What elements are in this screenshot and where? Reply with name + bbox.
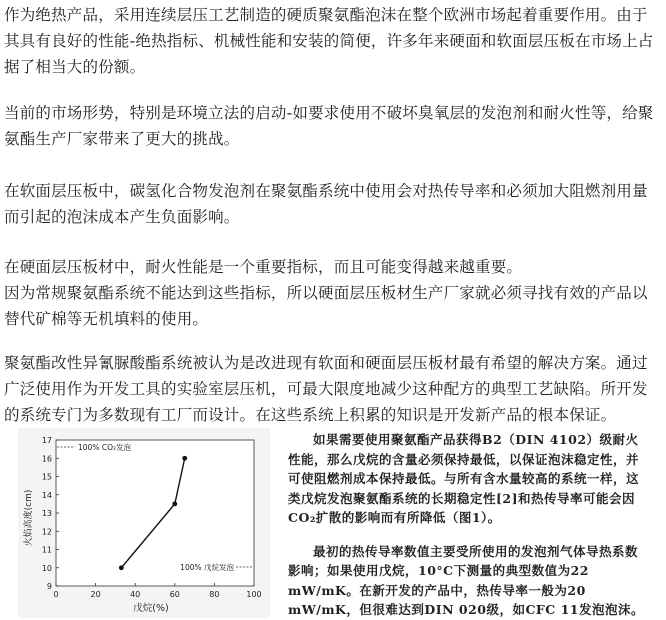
paragraph-soft-laminate: 在软面层压板中，碳氢化合物发泡剂在聚氨酯系统中使用会对热传导率和必须加大阻燃剂用量而引起的泡沫成本产生负面影响。 (4, 182, 648, 226)
y-tick-label: 16 (41, 454, 52, 464)
y-tick-label: 15 (41, 472, 52, 482)
data-point (172, 501, 177, 506)
paragraph-hard-laminate: 因为常规聚氨酯系统不能达到这些指标，所以硬面层压板材生产厂家就必须寻找有效的产品以替代矿棉等无机填料的使用。 (4, 284, 648, 328)
annotation-label: 100% 戊烷发泡 (180, 563, 234, 572)
y-axis-label: 火焰高度(cm) (24, 489, 34, 547)
y-tick-label: 14 (41, 490, 52, 500)
paragraph-market: 当前的市场形势，特别是环境立法的启动-如要求使用不破坏臭氧层的发泡剂和耐火性等，给聚氨酯生产厂家带来了更大的挑战。 (4, 104, 654, 148)
scan-paragraph-thermal: 最初的热传导率数值主要受所使用的发泡剂气体导热系数影响；如果使用戊烷，10°C下测量的典型数值为22 mW/mK。在新开发的产品中，热传导率一般为20 mW/mK，但很难达到DIN 020级，如CFC 11发泡泡沫。 (288, 543, 644, 617)
flame-height-chart (18, 428, 270, 618)
x-tick-label: 60 (169, 590, 180, 599)
y-tick-label: 13 (41, 509, 52, 518)
x-tick-label: 0 (53, 590, 59, 599)
x-tick-label: 80 (209, 590, 220, 599)
scan-paragraph-b2: 如果需要使用聚氨酯产品获得B2（DIN 4102）级耐火性能，那么戊烷的含量必须保持最低，以保证泡沫稳定性，并可使阻燃剂成本保持最低。与所有含水量较高的系统一样，这类戊烷发泡聚氨酯系统的长期稳定性[2]和热传导率可能会因CO₂扩散的影响而有所降低（图1）。 (288, 432, 640, 525)
y-tick-label: 11 (41, 545, 52, 555)
scanned-text-block (288, 430, 648, 620)
x-tick-label: 40 (130, 590, 141, 599)
annotation-label: 100% CO₂发泡 (78, 443, 131, 452)
data-point (119, 565, 124, 570)
x-tick-label: 20 (90, 590, 101, 599)
chart-svg (18, 428, 270, 618)
data-point (182, 456, 187, 461)
paragraph-fire-resistance: 在硬面层压板材中，耐火性能是一个重要指标，而且可能变得越来越重要。 (4, 258, 523, 276)
y-tick-label: 17 (41, 436, 52, 445)
x-axis-label: 戊烷(%) (133, 603, 169, 614)
paragraph-intro: 作为绝热产品，采用连续层压工艺制造的硬质聚氨酯泡沫在整个欧洲市场起着重要作用。由于其具有良好的性能-绝热指标、机械性能和安装的简便，许多年来硬面和软面层压板在市场上占据了相当大的份额。 (4, 6, 654, 76)
x-tick-label: 100 (246, 590, 262, 599)
paragraph-pir-solution: 聚氨酯改性异氰脲酸酯系统被认为是改进现有软面和硬面层压板材最有希望的解决方案。通过广泛使用作为开发工具的实验室层压机，可最大限度地减少这种配方的典型工艺缺陷。所开发的系统专门为多数现有工厂而设计。在这些系统上积累的知识是开发新产品的根本保证。 (4, 354, 648, 424)
y-tick-label: 10 (41, 563, 52, 573)
y-tick-label: 12 (41, 527, 52, 537)
y-tick-label: 9 (46, 582, 52, 591)
